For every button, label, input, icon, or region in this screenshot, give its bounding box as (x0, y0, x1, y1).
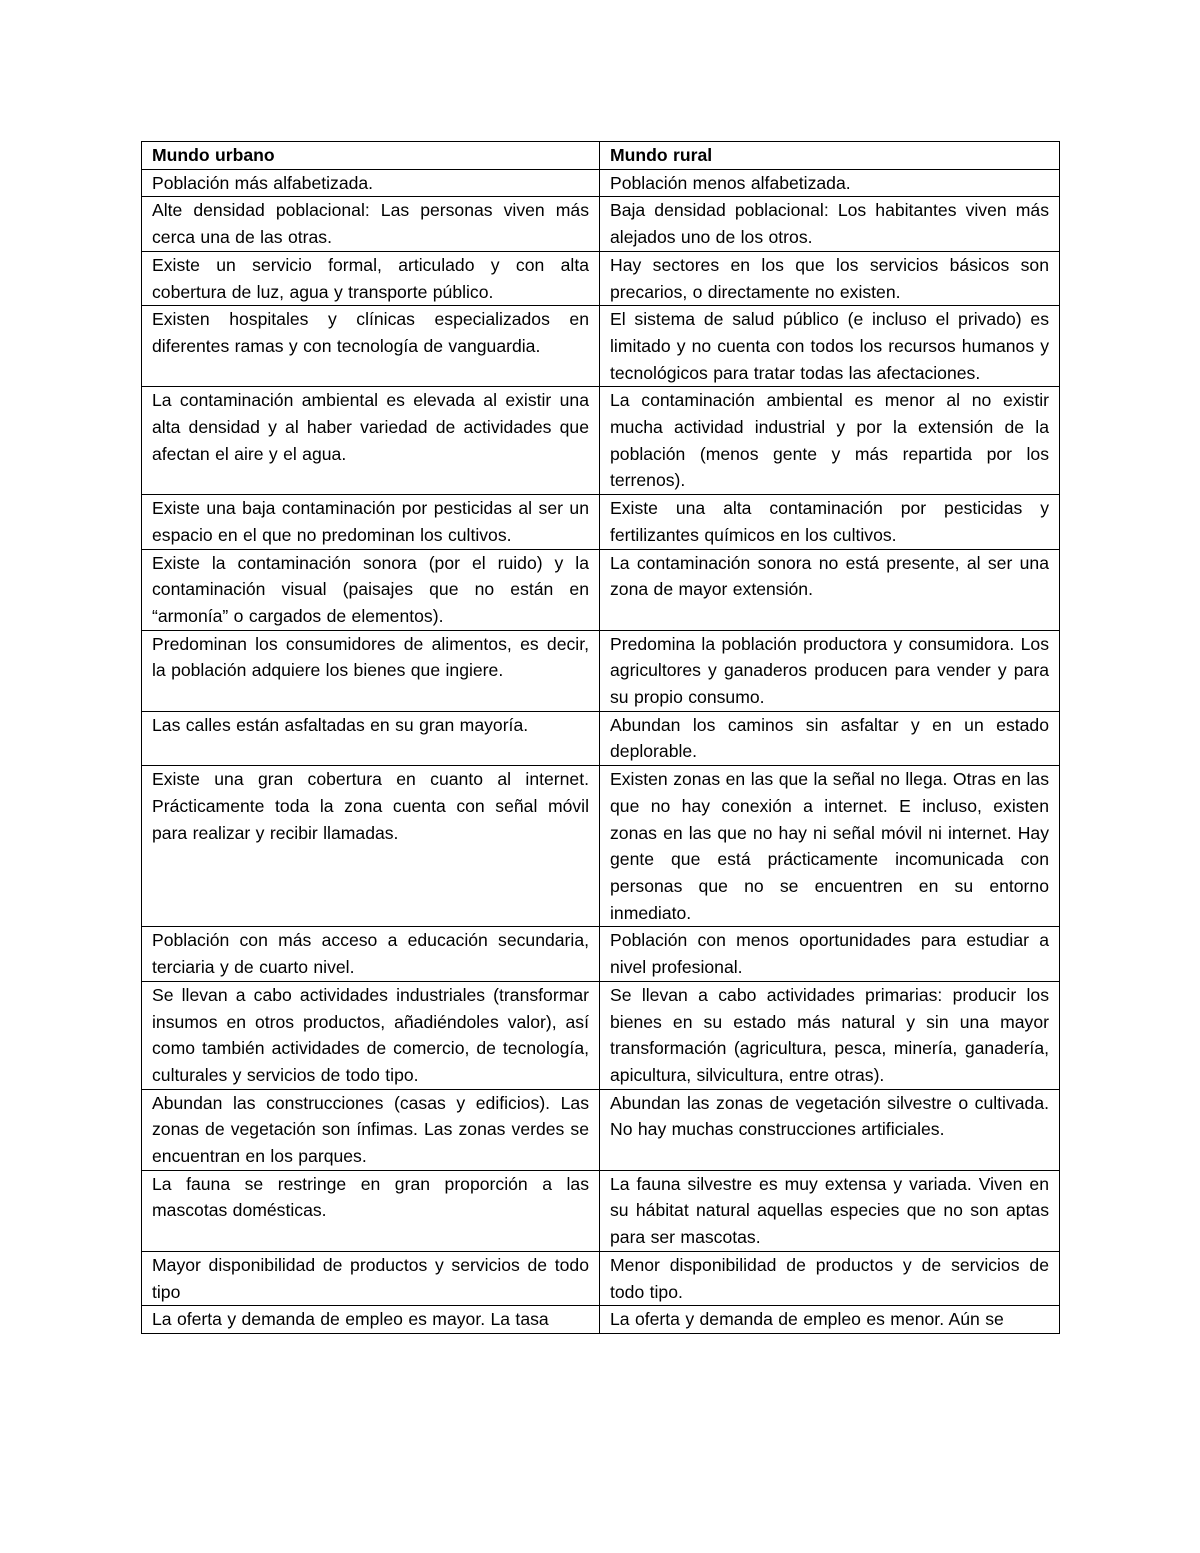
cell-urban: Población con más acceso a educación secundaria, terciaria y de cuarto nivel. (142, 927, 600, 981)
table-row (142, 549, 1060, 630)
table-row (142, 306, 1060, 387)
cell-rural: El sistema de salud público (e incluso el privado) es limitado y no cuenta con todos los recursos humanos y tecnológicos para tratar todas las afectaciones. (600, 306, 1060, 387)
cell-urban: Mayor disponibilidad de productos y servicios de todo tipo (142, 1251, 600, 1305)
cell-rural: La contaminación ambiental es menor al no existir mucha actividad industrial y por la extensión de la población (menos gente y más repartida por los terrenos). (600, 387, 1060, 495)
cell-urban: Existe un servicio formal, articulado y con alta cobertura de luz, agua y transporte público. (142, 251, 600, 305)
cell-rural: Predomina la población productora y consumidora. Los agricultores y ganaderos producen para vender y para su propio consumo. (600, 630, 1060, 711)
table-row (142, 169, 1060, 197)
table-row (142, 630, 1060, 711)
cell-rural: Existen zonas en las que la señal no llega. Otras en las que no hay conexión a internet. E incluso, existen zonas en las que no hay ni señal móvil ni internet. Hay gente que está prácticamente incomunicada con personas que no se encuentren en su entorno inmediato. (600, 766, 1060, 927)
cell-urban: Existe una baja contaminación por pesticidas al ser un espacio en el que no predominan los cultivos. (142, 495, 600, 549)
cell-rural: Población con menos oportunidades para estudiar a nivel profesional. (600, 927, 1060, 981)
table-row (142, 197, 1060, 251)
cell-urban: La oferta y demanda de empleo es mayor. La tasa (142, 1306, 600, 1334)
cell-rural: La contaminación sonora no está presente, al ser una zona de mayor extensión. (600, 549, 1060, 630)
table-row (142, 1251, 1060, 1305)
cell-urban: Existen hospitales y clínicas especializados en diferentes ramas y con tecnología de vanguardia. (142, 306, 600, 387)
cell-urban: Se llevan a cabo actividades industriales (transformar insumos en otros productos, añadiéndoles valor), así como también actividades de comercio, de tecnología, culturales y servicios de todo tipo. (142, 981, 600, 1089)
table-row (142, 927, 1060, 981)
table-row (142, 251, 1060, 305)
table-header-row (142, 142, 1060, 170)
table-row (142, 1170, 1060, 1251)
cell-rural: Población menos alfabetizada. (600, 169, 1060, 197)
header-urban: Mundo urbano (142, 142, 600, 170)
cell-urban: Alte densidad poblacional: Las personas viven más cerca una de las otras. (142, 197, 600, 251)
table-row (142, 387, 1060, 495)
cell-rural: Menor disponibilidad de productos y de servicios de todo tipo. (600, 1251, 1060, 1305)
cell-rural: La fauna silvestre es muy extensa y variada. Viven en su hábitat natural aquellas especies que no son aptas para ser mascotas. (600, 1170, 1060, 1251)
cell-urban: Las calles están asfaltadas en su gran mayoría. (142, 711, 600, 765)
comparison-table (141, 141, 1060, 1334)
table-row (142, 766, 1060, 927)
cell-rural: Se llevan a cabo actividades primarias: producir los bienes en su estado más natural y sin una mayor transformación (agricultura, pesca, minería, ganadería, apicultura, silvicultura, entre otras). (600, 981, 1060, 1089)
cell-rural: Baja densidad poblacional: Los habitantes viven más alejados uno de los otros. (600, 197, 1060, 251)
cell-urban: Abundan las construcciones (casas y edificios). Las zonas de vegetación son ínfimas. Las zonas verdes se encuentran en los parques. (142, 1089, 600, 1170)
cell-rural: La oferta y demanda de empleo es menor. Aún se (600, 1306, 1060, 1334)
cell-urban: La fauna se restringe en gran proporción a las mascotas domésticas. (142, 1170, 600, 1251)
cell-urban: Predominan los consumidores de alimentos, es decir, la población adquiere los bienes que ingiere. (142, 630, 600, 711)
cell-rural: Abundan los caminos sin asfaltar y en un estado deplorable. (600, 711, 1060, 765)
table-row (142, 711, 1060, 765)
cell-rural: Hay sectores en los que los servicios básicos son precarios, o directamente no existen. (600, 251, 1060, 305)
cell-urban: Existe la contaminación sonora (por el ruido) y la contaminación visual (paisajes que no están en “armonía” o cargados de elementos). (142, 549, 600, 630)
cell-urban: Existe una gran cobertura en cuanto al internet. Prácticamente toda la zona cuenta con señal móvil para realizar y recibir llamadas. (142, 766, 600, 927)
cell-rural: Existe una alta contaminación por pesticidas y fertilizantes químicos en los cultivos. (600, 495, 1060, 549)
cell-rural: Abundan las zonas de vegetación silvestre o cultivada. No hay muchas construcciones artificiales. (600, 1089, 1060, 1170)
table-row (142, 981, 1060, 1089)
table-row (142, 495, 1060, 549)
table-row (142, 1306, 1060, 1334)
header-rural: Mundo rural (600, 142, 1060, 170)
cell-urban: La contaminación ambiental es elevada al existir una alta densidad y al haber variedad de actividades que afectan el aire y el agua. (142, 387, 600, 495)
table-row (142, 1089, 1060, 1170)
cell-urban: Población más alfabetizada. (142, 169, 600, 197)
